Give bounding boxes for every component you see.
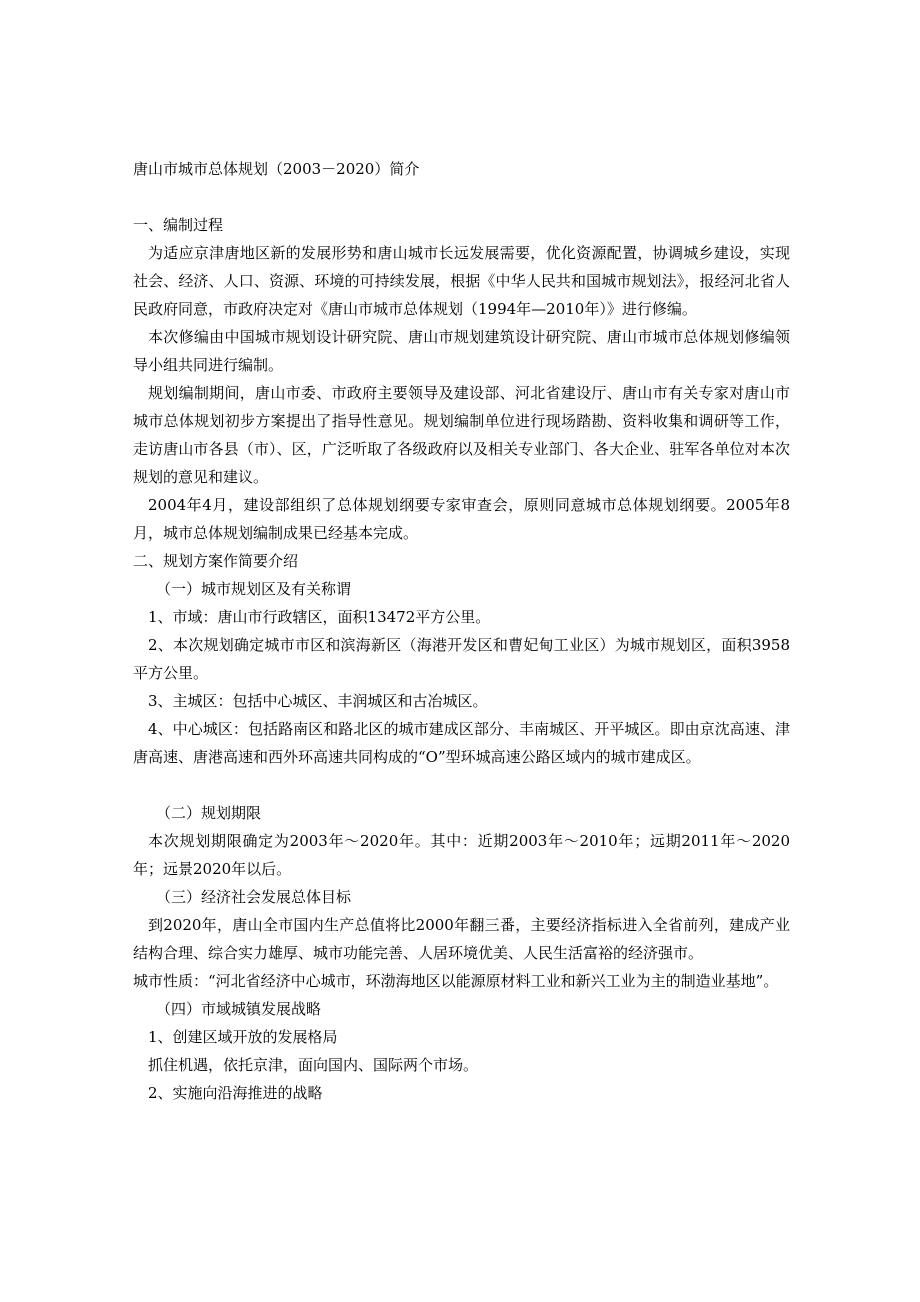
paragraph-spacer xyxy=(133,771,790,799)
document-title: 唐山市城市总体规划（2003－2020）简介 xyxy=(133,160,420,178)
subsection-2-heading: （二）规划期限 xyxy=(156,804,262,822)
subsection-4-item-2: 2、实施向沿海推进的战略 xyxy=(148,1084,323,1102)
subsection-3-text-1: 到2020年，唐山全市国内生产总值将比2000年翻三番，主要经济指标进入全省前列，建成产业结构合理、综合实力雄厚、城市功能完善、人居环境优美、人民生活富裕的经济强市。 xyxy=(133,916,790,962)
subsection-4-item-1: 1、创建区域开放的发展格局 xyxy=(148,1028,338,1046)
subsection-3-heading: （三）经济社会发展总体目标 xyxy=(156,888,352,906)
section-1-paragraph-3: 规划编制期间，唐山市委、市政府主要领导及建设部、河北省建设厅、唐山市有关专家对唐山市城市总体规划初步方案提出了指导性意见。规划编制单位进行现场踏勘、资料收集和调研等工作，走访唐山市各县（市）、区，广泛听取了各级政府以及相关专业部门、各大企业、驻军各单位对本次规划的意见和建议。 xyxy=(133,384,790,486)
section-1-heading: 一、编制过程 xyxy=(133,216,224,234)
subsection-1-item-2: 2、本次规划确定城市市区和滨海新区（海港开发区和曹妃甸工业区）为城市规划区，面积3958平方公里。 xyxy=(133,636,790,682)
subsection-1-item-1: 1、市域：唐山市行政辖区，面积13472平方公里。 xyxy=(148,608,491,626)
subsection-2-text: 本次规划期限确定为2003年～2020年。其中：近期2003年～2010年；远期2011年～2020年；远景2020年以后。 xyxy=(133,832,790,878)
subsection-1-item-4: 4、中心城区：包括路南区和路北区的城市建成区部分、丰南城区、开平城区。即由京沈高速、津唐高速、唐港高速和西外环高速共同构成的“O”型环城高速公路区域内的城市建成区。 xyxy=(133,720,790,766)
subsection-1-heading: （一）城市规划区及有关称谓 xyxy=(156,580,352,598)
section-1-paragraph-4: 2004年4月，建设部组织了总体规划纲要专家审查会，原则同意城市总体规划纲要。2005年8月，城市总体规划编制成果已经基本完成。 xyxy=(133,496,790,542)
title-spacer xyxy=(133,183,790,211)
section-1-paragraph-1: 为适应京津唐地区新的发展形势和唐山城市长远发展需要，优化资源配置，协调城乡建设，实现社会、经济、人口、资源、环境的可持续发展，根据《中华人民共和国城市规划法》，报经河北省人民政府同意，市政府决定对《唐山市城市总体规划（1994年—2010年）》进行修编。 xyxy=(133,244,790,318)
subsection-4-heading: （四）市域城镇发展战略 xyxy=(156,1000,322,1018)
subsection-4-item-1-text: 抓住机遇，依托京津，面向国内、国际两个市场。 xyxy=(148,1056,479,1074)
document-page xyxy=(133,155,790,1107)
section-1-paragraph-2: 本次修编由中国城市规划设计研究院、唐山市规划建筑设计研究院、唐山市城市总体规划修编领导小组共同进行编制。 xyxy=(133,328,790,374)
section-2-heading: 二、规划方案作简要介绍 xyxy=(133,552,299,570)
subsection-3-text-2: 城市性质：“河北省经济中心城市，环渤海地区以能源原材料工业和新兴工业为主的制造业基地”。 xyxy=(133,972,779,990)
subsection-1-item-3: 3、主城区：包括中心城区、丰润城区和古冶城区。 xyxy=(148,692,488,710)
